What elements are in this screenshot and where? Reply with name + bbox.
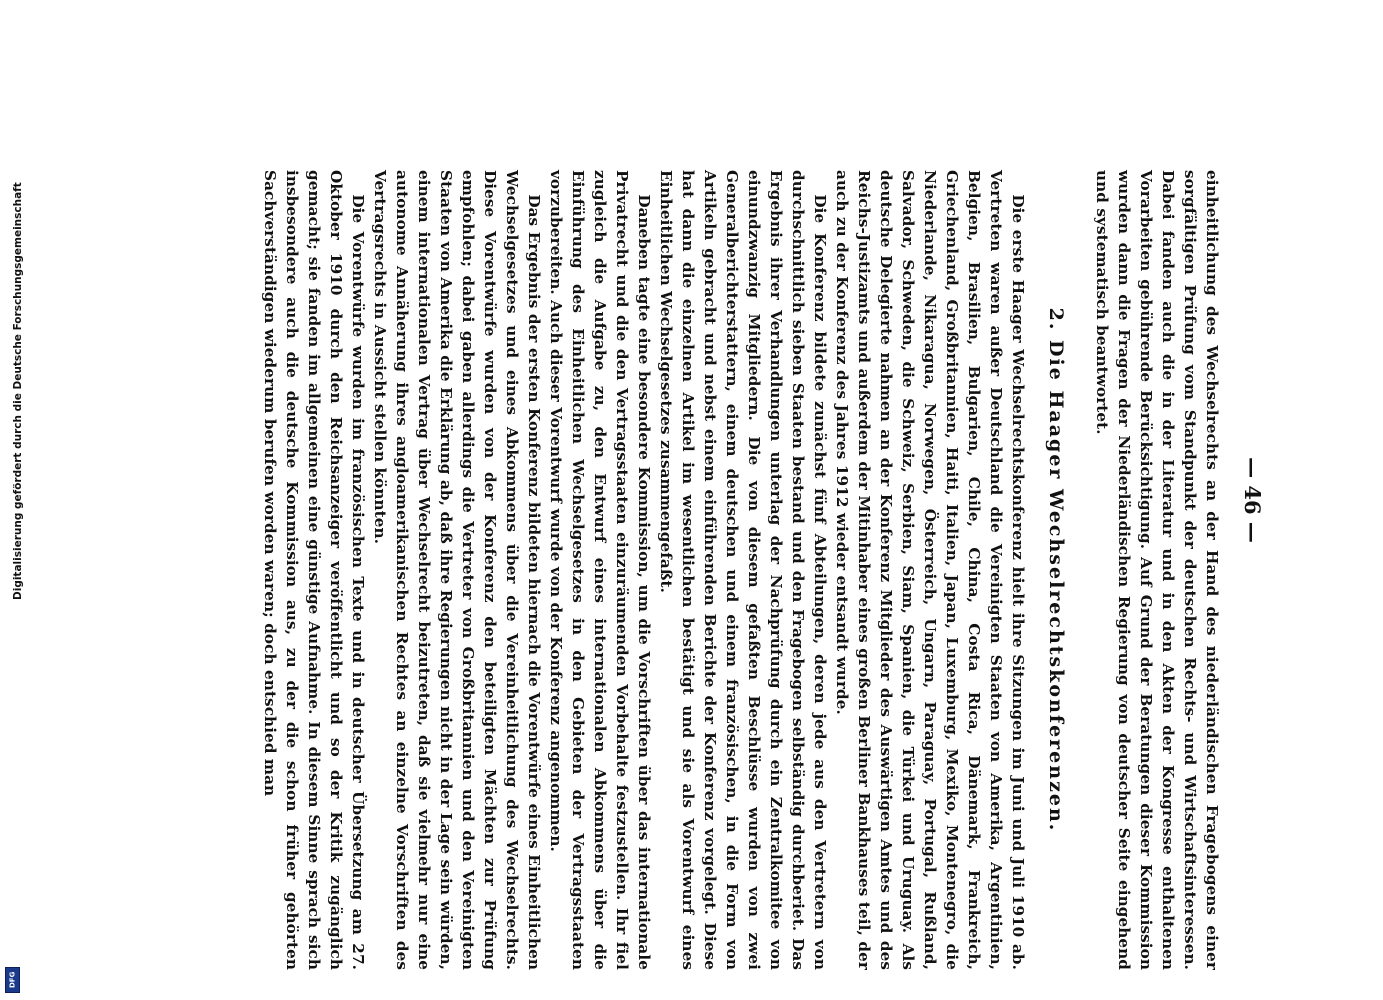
dfg-logo: DFG bbox=[5, 967, 20, 993]
paragraph-result: Das Ergebnis der ersten Konferenz bildeten hiernach die Vorentwürfe eines Einheitlichen Wechselgesetzes und eines Abkommens über die Vereinheitlichung des Wechselrechts. Diese Vorentwürfe wurden von der Konferenz den beteiligten Mächten zur Prüfung empfohlen; dabei gaben allerdings die Vertreter von Großbritannien und den Vereinigten Staaten von Amerika die Erklärung ab, daß ihre Regierungen nicht in der Lage sein würden, einem internationalen Vertrag über Wechselrecht beizutreten, daß sie vielmehr nur eine autonome Annäherung ihres angloamerikanischen Rechtes an einzelne Vorschriften des Vertragsrechts in Aussicht stellen könnten. bbox=[371, 170, 543, 970]
paragraph-publication: Die Vorentwürfe wurden im französischen Texte und in deutscher Übersetzung am 27. Oktober 1910 durch den Reichsanzeiger veröffentlicht und so der Kritik zugänglich gemacht; sie fanden im allgemeinen eine günstige Aufnahme. In diesem Sinne sprach sich insbesondere auch die deutsche Kommission aus, zu der die schon früher gehörten Sachverständigen wiederum berufen worden waren; doch entschied man bbox=[261, 170, 367, 970]
intro-paragraph: einheitlichung des Wechselrechts an der Hand des niederländischen Fragebogens einer sorgfältigen Prüfung vom Standpunkt der deutschen Rechts- und Wirtschaftsinteressen. Dabei fanden auch die in der Literatur und in den Akten der Kongresse enthaltenen Vorarbeiten gebührende Berücksichtigung. Auf Grund der Beratungen dieser Kommission wurden dann die Fragen der Niederländischen Regierung von deutscher Seite eingehend und systematisch beantwortet. bbox=[1093, 170, 1221, 970]
credit-text: Digitalisierung gefördert durch die Deutsche Forschungsgemeinschaft bbox=[12, 182, 24, 600]
body-text bbox=[259, 170, 1223, 970]
paragraph-divisions: Die Konferenz bildete zunächst fünf Abteilungen, deren jede aus den Vertretern von durchschnittlich sieben Staaten bestand und den Fragebogen selbständig durchberiet. Das Ergebnis ihrer Verhandlungen unterlag der Nachprüfung durch ein Zentralkomitee von einundzwanzig Mitgliedern. Die von diesem gefaßten Beschlüsse wurden von zwei Generalberichterstattern, einem deutschen und einem französischen, in die Form von Artikeln gebracht und nebst einem einführenden Berichte der Konferenz vorgelegt. Diese hat dann die einzelnen Artikel im wesentlichen bestätigt und sie als Vorentwurf eines Einheitlichen Wechselgesetzes zusammengefaßt. bbox=[657, 170, 829, 970]
page-number: — 46 — bbox=[1240, 457, 1265, 543]
paragraph-first-conference: Die erste Haager Wechselrechtskonferenz hielt ihre Sitzungen im Juni und Juli 1910 ab. Vertreten waren außer Deutschland die Vereinigten Staaten von Amerika, Argentinien, Belgien, Brasilien, Bulgarien, Chile, China, Costa Rica, Dänemark, Frankreich, Griechenland, Großbritannien, Haiti, Italien, Japan, Luxemburg, Mexiko, Montenegro, die Niederlande, Nikaragua, Norwegen, Österreich, Ungarn, Paraguay, Portugal, Rußland, Salvador, Schweden, die Schweiz, Serbien, Siam, Spanien, die Türkei und Uruguay. Als deutsche Delegierte nahmen an der Konferenz Mitglieder des Auswärtigen Amtes und des Reichs-Justizamts und außerdem der Mitinhaber eines großen Berliner Bankhauses teil, der auch zu der Konferenz des Jahres 1912 wieder entsandt wurde. bbox=[833, 170, 1027, 970]
section-heading: 2. Die Haager Wechselrechtskonferenzen. bbox=[1045, 307, 1067, 833]
paragraph-commission: Daneben tagte eine besondere Kommission, um die Vorschriften über das internationale Privatrecht und die den Vertragsstaaten einzuräumenden Vorbehalte festzustellen. Ihr fiel zugleich die Aufgabe zu, den Entwurf eines internationalen Abkommens über die Einführung des Einheitlichen Wechselgesetzes in den Gebieten der Vertragsstaaten vorzubereiten. Auch dieser Vorentwurf wurde von der Konferenz angenommen. bbox=[547, 170, 653, 970]
